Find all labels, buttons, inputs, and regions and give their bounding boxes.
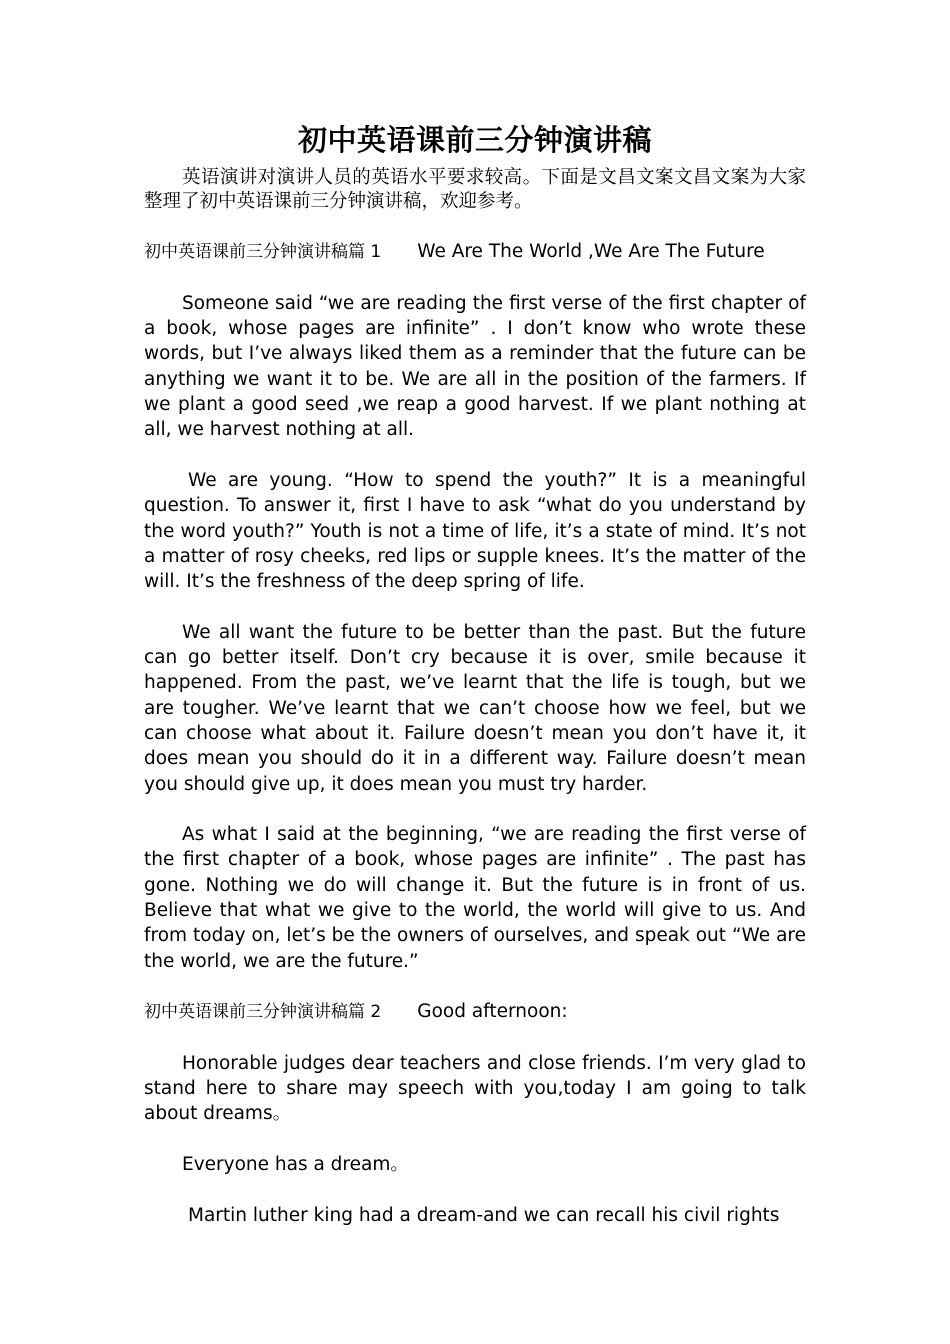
spacer [144,594,806,619]
paragraph-7: Martin luther king had a dream-and we can recall his civil rights [188,1204,780,1226]
paragraph-3: We all want the future to be better than the past. But the future can go better itself. Don’t cry because it is over, smile because it happened. From the past, we’ve learnt that the life is tough, but we are tougher. We’ve learnt that we can’t choose how we feel, but we can choose what about it. Failure doesn’t mean you don’t have it, it does mean you should do it in a different way. Failure doesn’t mean you should give up, it does mean you must try harder. [144,621,806,795]
section-2-heading [144,999,806,1025]
spacer [144,797,806,822]
paragraph-5: Honorable judges dear teachers and close friends. I’m very glad to stand here to share may speech with you,today I am going to talk about dreams。 [144,1052,806,1125]
spacer [144,266,806,291]
document-title: 初中英语课前三分钟演讲稿 [297,123,652,157]
paragraph-1: Someone said “we are reading the first verse of the first chapter of a book, whose pages are infinite” . I don’t know who wrote these words, but I’ve always liked them as a reminder that the future can be anything we want it to be. We are all in the position of the farmers. If we plant a good seed ,we reap a good harvest. If we plant nothing at all, we harvest nothing at all. [144,292,806,441]
section-2-title: Good afternoon: [417,1001,568,1023]
intro-paragraph: 英语演讲对演讲人员的英语水平要求较高。下面是文昌文案文昌文案为大家整理了初中英语课前三分钟演讲稿，欢迎参考。 [144,167,806,212]
document-page [144,118,806,1228]
section-1-heading [144,239,806,265]
paragraph-6: Everyone has a dream。 [182,1153,409,1175]
spacer [144,1026,806,1051]
spacer [144,1127,806,1152]
paragraph-4: As what I said at the beginning, “we are reading the first verse of the first chapter of a book, whose pages are infinite” . The past has gone. Nothing we do will change it. But the future is in front of us. Believe that what we give to the world, the world will give to us. And from today on, let’s be the owners of ourselves, and speak out “We are the world, we are the future.” [144,824,806,972]
spacer [144,443,806,468]
section-1-title: We Are The World ,We Are The Future [417,241,765,263]
paragraph-2: We are young. “How to spend the youth?” It is a meaningful question. To answer it, first I have to ask “what do you understand by the word youth?” Youth is not a time of life, it’s a state of mind. It’s not a matter of rosy cheeks, red lips or supple knees. It’s the matter of the will. It’s the freshness of the deep spring of life. [144,469,806,593]
spacer [144,974,806,999]
spacer [144,1177,806,1202]
section-2-label: 初中英语课前三分钟演讲稿篇 2 [144,1002,382,1023]
spacer [144,214,806,239]
section-1-label: 初中英语课前三分钟演讲稿篇 1 [144,242,382,263]
